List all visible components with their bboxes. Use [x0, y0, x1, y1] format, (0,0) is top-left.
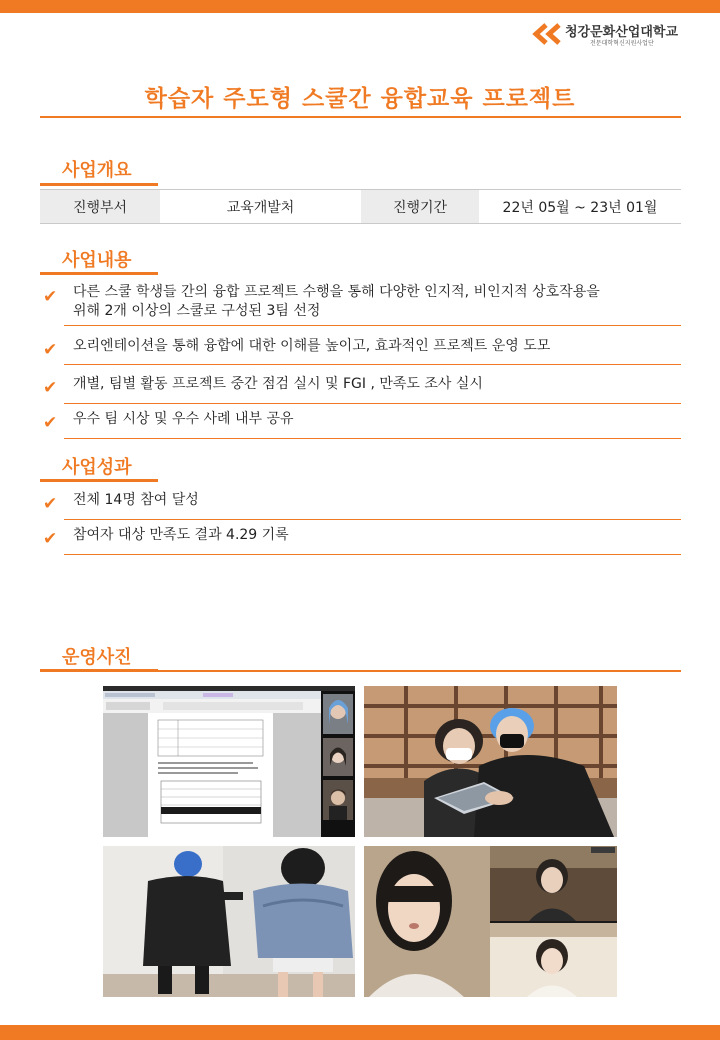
list-item-text: 전체 14명 참여 달성: [73, 492, 199, 508]
list-item-text-continued: 위해 2개 이상의 스쿨로 구성된 3팀 선정: [73, 303, 321, 319]
period-label: 진행기간: [361, 190, 479, 223]
photo-students-standing: [103, 846, 355, 997]
divider: [64, 438, 681, 439]
photo-students-tablet: [364, 686, 617, 837]
list-item-text: 다른 스쿨 학생들 간의 융합 프로젝트 수행을 통해 다양한 인지적, 비인지적 상호작용을: [73, 284, 600, 300]
logo-name: 청강문화산업대학교: [565, 25, 679, 40]
checkmark-icon: ✔: [43, 494, 58, 514]
bottom-accent-bar: [0, 1025, 720, 1040]
dept-value: 교육개발처: [226, 199, 295, 216]
divider: [64, 554, 681, 555]
overview-heading-underline: [40, 183, 158, 186]
photos-heading: 운영사진: [62, 647, 132, 668]
divider: [64, 403, 681, 404]
checkmark-icon: ✔: [43, 378, 58, 398]
overview-table: [40, 189, 681, 224]
logo-subtitle: 전문대학혁신지원사업단: [590, 40, 654, 47]
content-heading: 사업내용: [62, 250, 132, 271]
list-item-text: 개별, 팀별 활동 프로젝트 중간 점검 실시 및 FGI , 만족도 조사 실시: [73, 376, 483, 392]
period-value: 22년 05월 ~ 23년 01월: [502, 199, 658, 216]
title-underline: [40, 116, 681, 118]
checkmark-icon: ✔: [43, 287, 58, 307]
top-accent-bar: [0, 0, 720, 13]
divider: [64, 364, 681, 365]
photo-online-meeting-document: [103, 686, 355, 837]
ck-logo-icon: [532, 23, 562, 45]
divider: [64, 325, 681, 326]
checkmark-icon: ✔: [43, 340, 58, 360]
overview-heading: 사업개요: [62, 160, 132, 181]
dept-label: 진행부서: [40, 190, 160, 223]
university-logo: [532, 20, 682, 50]
checkmark-icon: ✔: [43, 529, 58, 549]
list-item-text: 오리엔테이션을 통해 융합에 대한 이해를 높이고, 효과적인 프로젝트 운영 도모: [73, 338, 551, 354]
divider: [64, 519, 681, 520]
page-title: 학습자 주도형 스쿨간 융합교육 프로젝트: [144, 86, 576, 112]
photo-video-call-grid: [364, 846, 617, 997]
checkmark-icon: ✔: [43, 413, 58, 433]
results-heading-underline: [40, 479, 158, 482]
content-heading-underline: [40, 272, 158, 275]
results-heading: 사업성과: [62, 457, 132, 478]
list-item-text: 참여자 대상 만족도 결과 4.29 기록: [73, 527, 289, 543]
list-item-text: 우수 팀 시상 및 우수 사례 내부 공유: [73, 411, 294, 427]
photos-section-line: [40, 670, 681, 672]
